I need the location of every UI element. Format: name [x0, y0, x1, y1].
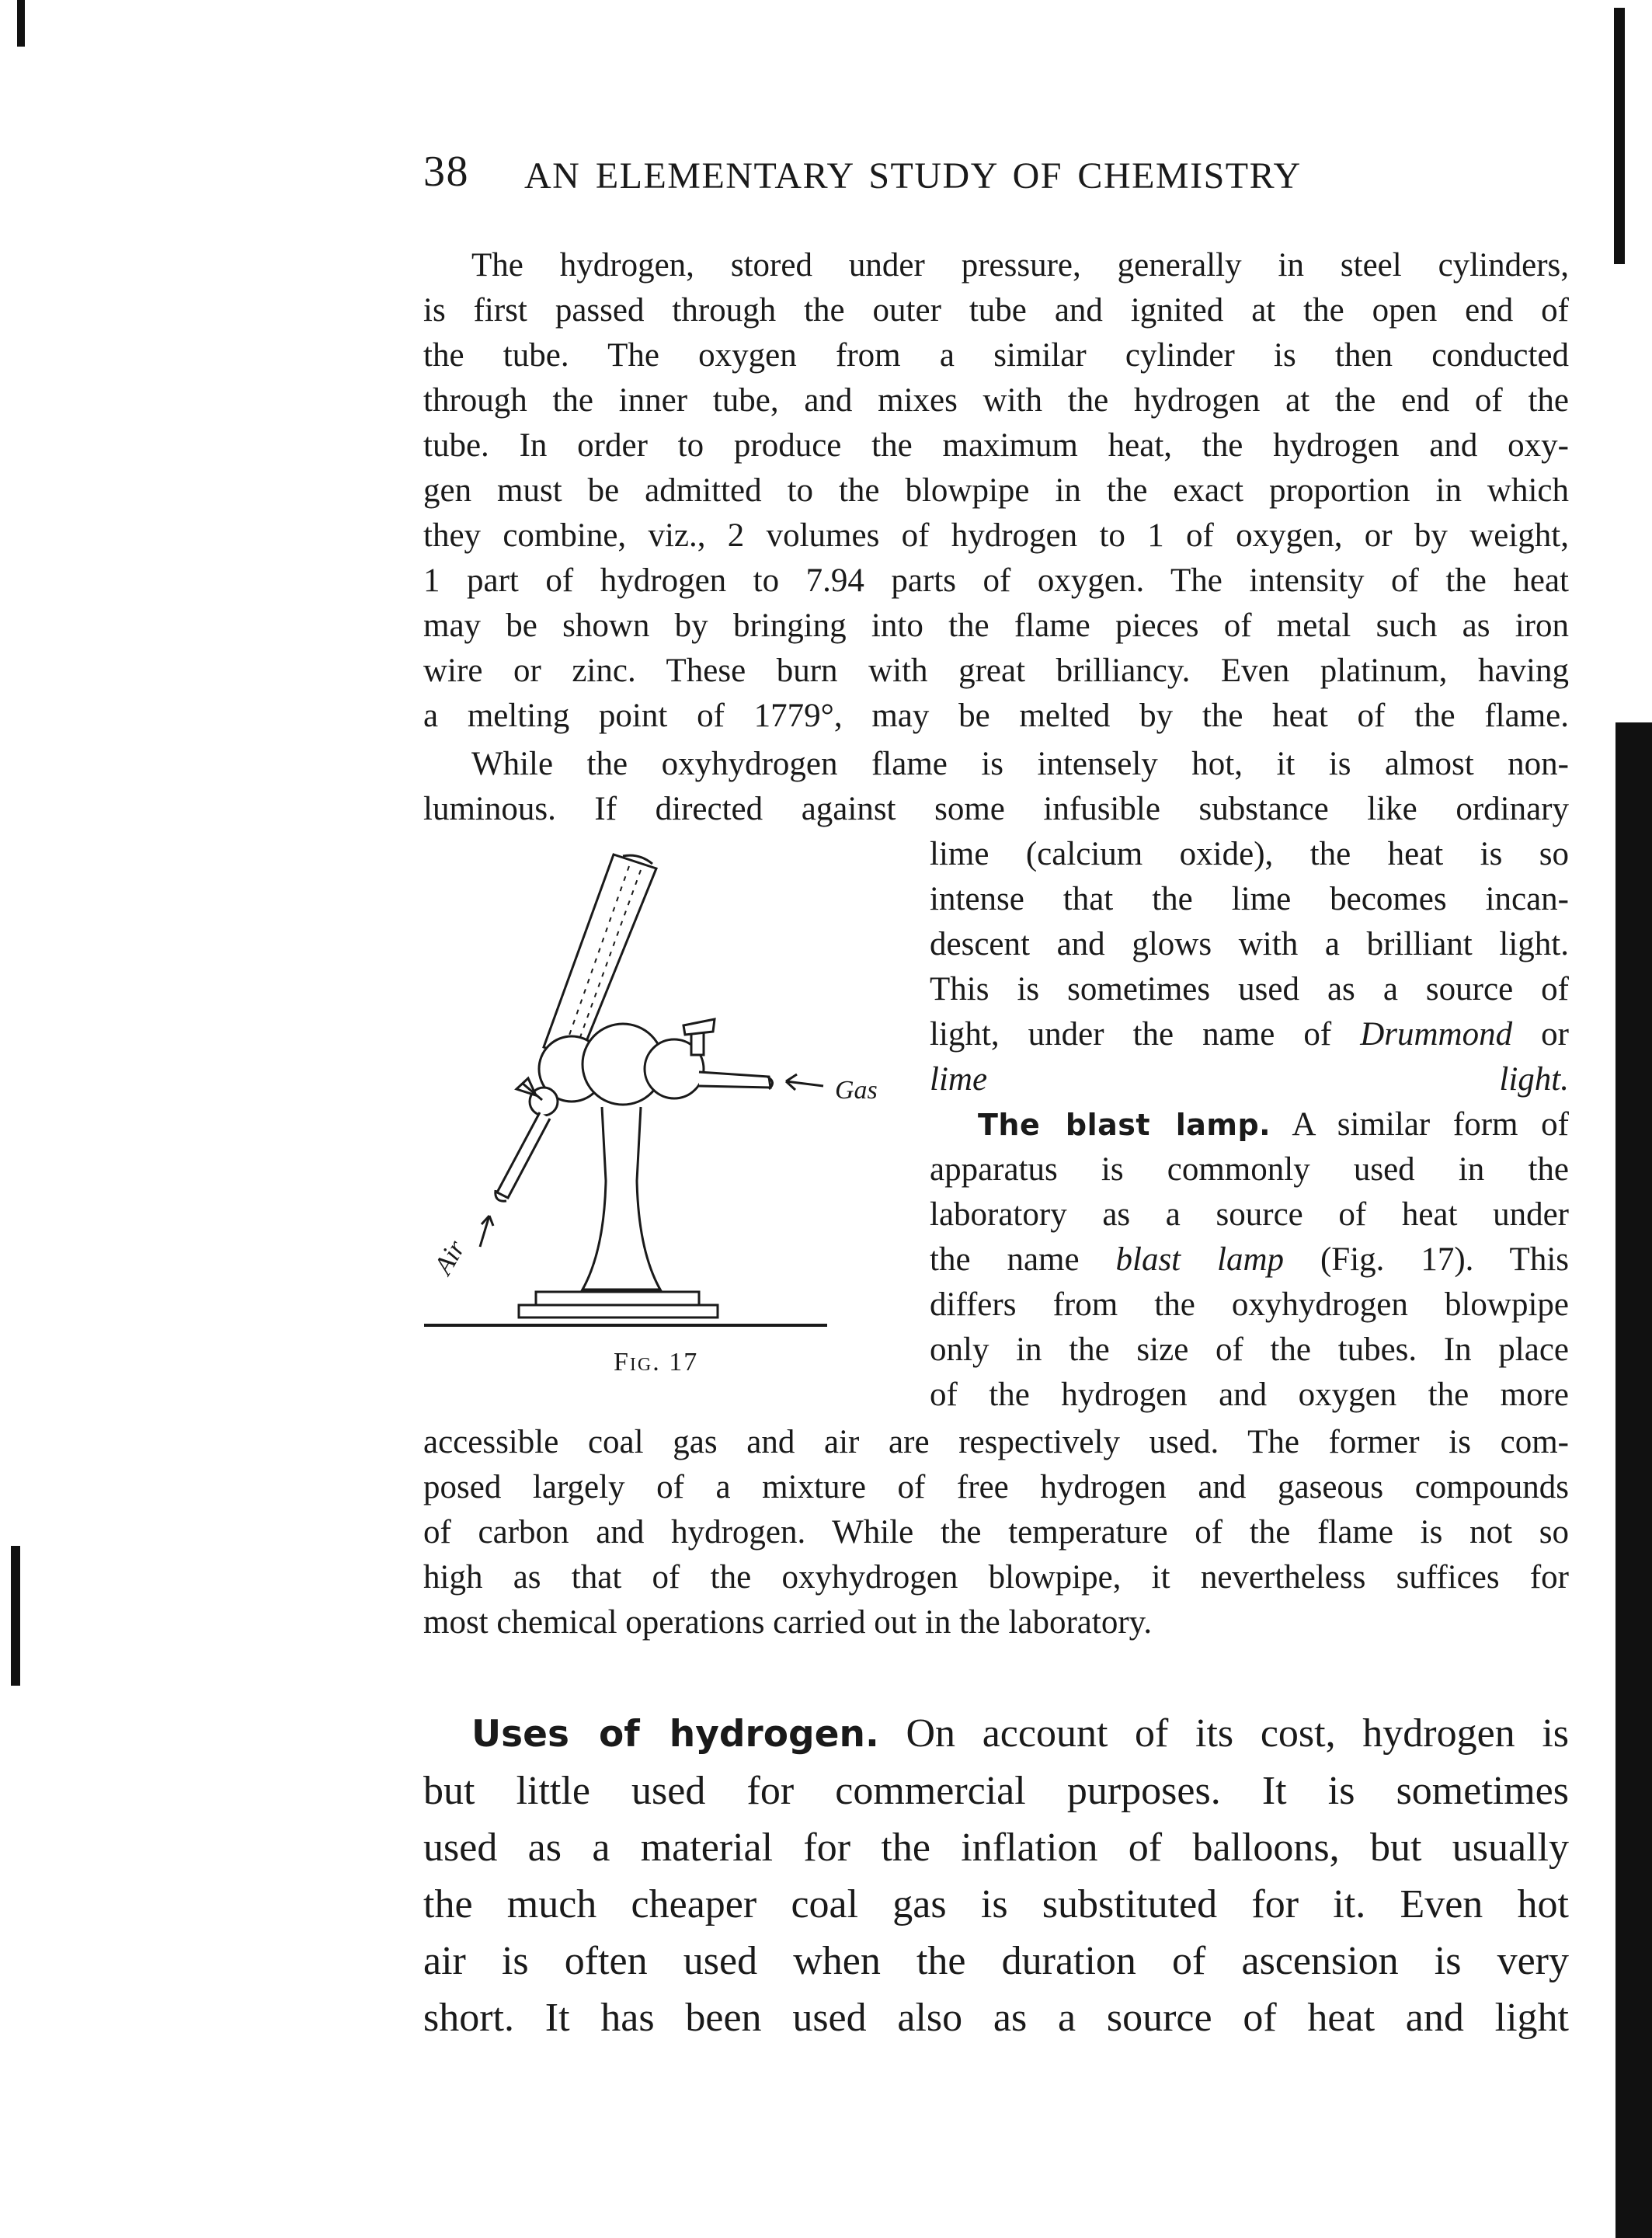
text-run: A similar form of: [1271, 1106, 1569, 1143]
section-heading-uses: Uses of hydrogen.: [471, 1713, 879, 1756]
text-line: used as a material for the inflation of balloons, but usually: [423, 1826, 1569, 1870]
paragraph-uses-of-hydrogen: [423, 1705, 1569, 2046]
scan-edge-bar-right-top: [1614, 8, 1625, 264]
section-heading-blast-lamp: The blast lamp.: [978, 1108, 1271, 1142]
text-run: On account of its cost, hydrogen is: [878, 1711, 1570, 1756]
text-line: accessible coal gas and air are respectively used. The former is com-: [423, 1424, 1569, 1460]
figure-blast-lamp: [419, 839, 878, 1414]
text-line: differs from the oxyhydrogen blowpipe: [930, 1286, 1569, 1323]
text-line: of the hydrogen and oxygen the more: [930, 1377, 1569, 1413]
text-line: air is often used when the duration of ascension is very: [423, 1939, 1569, 1983]
text-run: or: [1512, 1016, 1569, 1053]
text-line: [930, 1102, 1569, 1147]
figure-caption: Fig. 17: [614, 1348, 699, 1377]
text-line: they combine, viz., 2 volumes of hydrogen to 1 of oxygen, or by weight,: [423, 517, 1569, 554]
text-line: posed largely of a mixture of free hydrogen and gaseous compounds: [423, 1469, 1569, 1505]
text-line: The hydrogen, stored under pressure, generally in steel cylinders,: [471, 247, 1569, 284]
page-number: 38: [423, 148, 469, 196]
text-line: lime (calcium oxide), the heat is so: [930, 836, 1569, 872]
text-line: a melting point of 1779°, may be melted by the heat of the flame.: [423, 698, 1569, 734]
blast-lamp-illustration: [419, 839, 854, 1414]
text-line: descent and glows with a brilliant light.: [930, 926, 1569, 962]
scan-edge-mark-top-left: [17, 0, 25, 47]
paragraph-lime-light: [423, 742, 1569, 832]
scan-edge-bar-right: [1615, 722, 1652, 2238]
text-line: [930, 1057, 1569, 1102]
text-line: [930, 1237, 1569, 1283]
text-line: 1 part of hydrogen to 7.94 parts of oxygen. The intensity of the heat: [423, 562, 1569, 599]
italic-term: lime light.: [930, 1061, 1569, 1098]
text-line: through the inner tube, and mixes with the hydrogen at the end of the: [423, 382, 1569, 419]
text-line: This is sometimes used as a source of: [930, 971, 1569, 1008]
scan-edge-mark-left: [11, 1546, 20, 1686]
text-line: gen must be admitted to the blowpipe in the exact proportion in which: [423, 472, 1569, 509]
text-line: [423, 1705, 1569, 1763]
text-line: [930, 1012, 1569, 1057]
label-gas: Gas: [835, 1076, 878, 1105]
italic-term: blast lamp: [1115, 1241, 1285, 1278]
text-line: wire or zinc. These burn with great brilliancy. Even platinum, having: [423, 653, 1569, 689]
text-run: light, under the name of: [930, 1016, 1361, 1053]
label-air: Air: [429, 1235, 471, 1279]
text-line: tube. In order to produce the maximum heat, the hydrogen and oxy-: [423, 427, 1569, 464]
paragraph-oxyhydrogen-blowpipe: [423, 243, 1569, 739]
text-line: may be shown by bringing into the flame pieces of metal such as iron: [423, 607, 1569, 644]
text-run: (Fig. 17). This: [1284, 1241, 1569, 1278]
text-line: While the oxyhydrogen flame is intensely hot, it is almost non-: [471, 746, 1569, 782]
text-line: intense that the lime becomes incan-: [930, 881, 1569, 917]
text-line: laboratory as a source of heat under: [930, 1196, 1569, 1233]
text-line: is first passed through the outer tube and ignited at the open end of: [423, 292, 1569, 329]
running-header: [423, 144, 1565, 214]
text-line: apparatus is commonly used in the: [930, 1151, 1569, 1188]
text-line: high as that of the oxyhydrogen blowpipe, it nevertheless suffices for: [423, 1559, 1569, 1596]
paragraph-blast-lamp-continued: [423, 1420, 1569, 1645]
italic-term: Drummond: [1360, 1016, 1513, 1053]
text-line: the tube. The oxygen from a similar cylinder is then conducted: [423, 337, 1569, 374]
text-line: luminous. If directed against some infusible substance like ordinary: [423, 791, 1569, 827]
text-line: but little used for commercial purposes. It is sometimes: [423, 1769, 1569, 1813]
text-line: short. It has been used also as a source of heat and light: [423, 1996, 1569, 2040]
text-line: of carbon and hydrogen. While the temperature of the flame is not so: [423, 1514, 1569, 1551]
column-beside-figure: [930, 832, 1569, 1418]
running-title: AN ELEMENTARY STUDY OF CHEMISTRY: [524, 155, 1302, 197]
text-line: most chemical operations carried out in the laboratory.: [423, 1604, 1153, 1641]
text-line: only in the size of the tubes. In place: [930, 1331, 1569, 1368]
text-run: the name: [930, 1241, 1116, 1278]
text-line: the much cheaper coal gas is substituted for it. Even hot: [423, 1882, 1569, 1926]
